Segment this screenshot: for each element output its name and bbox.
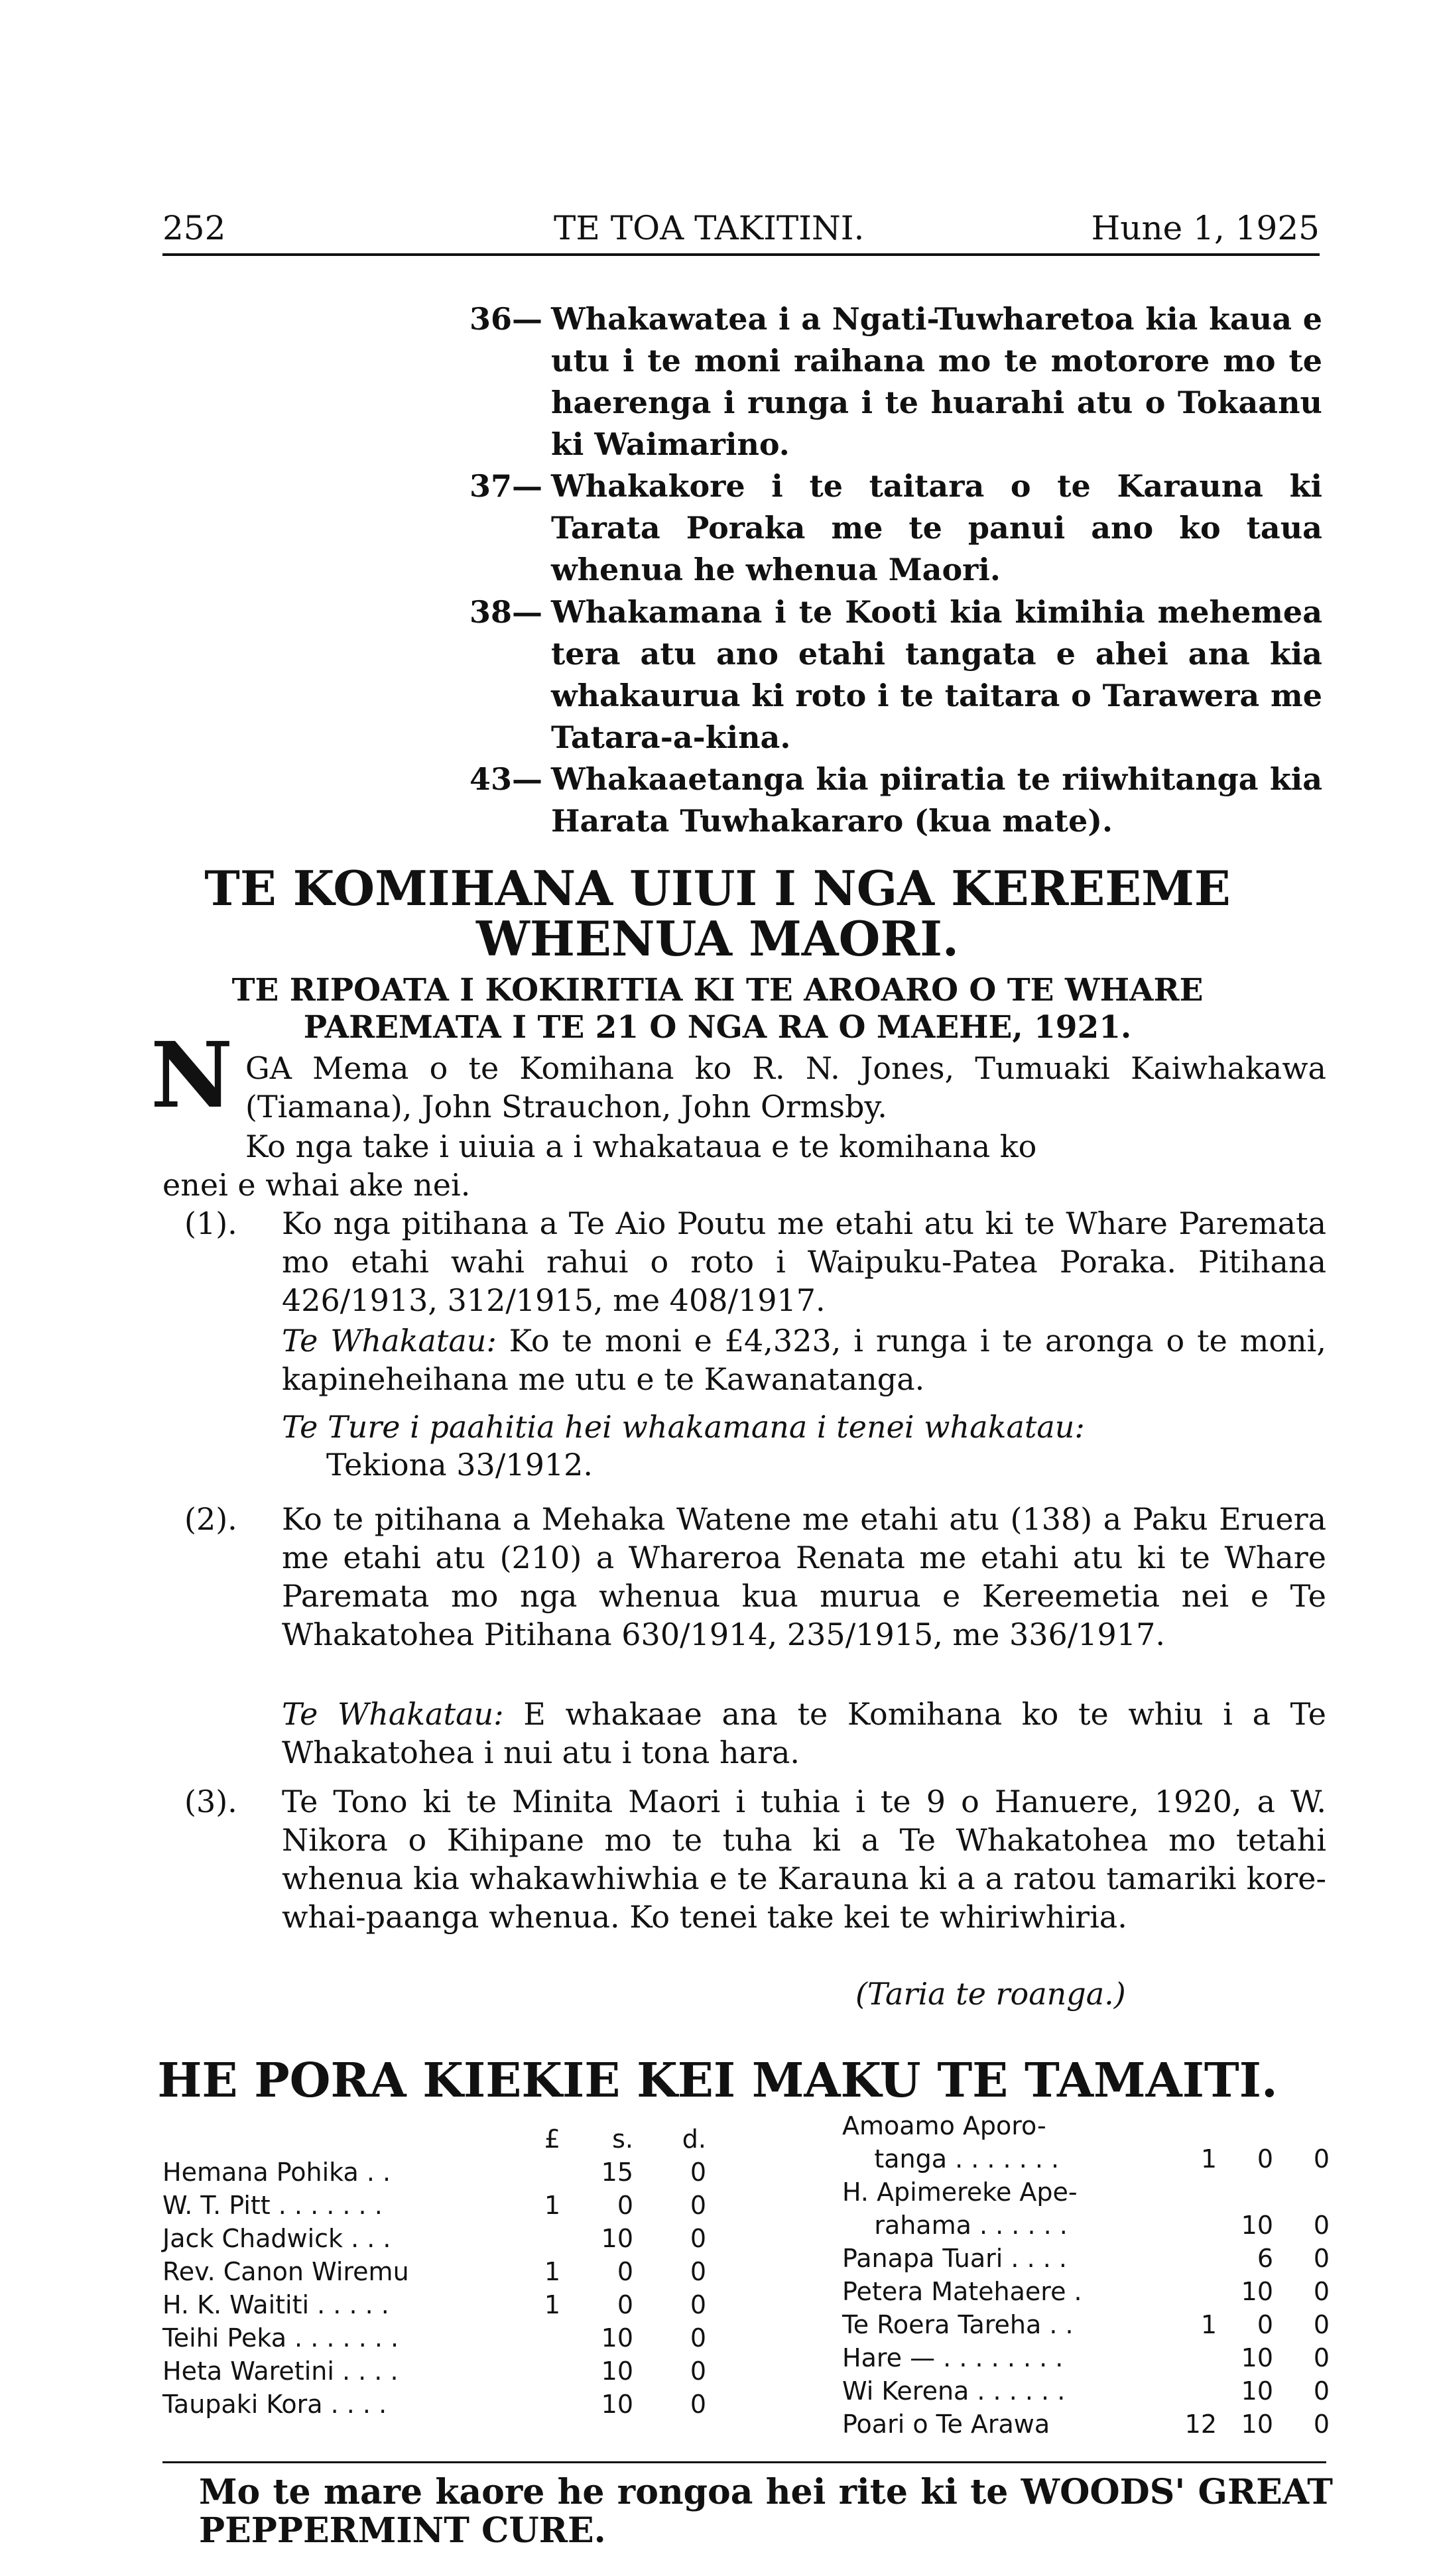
entry-decision bbox=[282, 1321, 1326, 1398]
item-number: 36— bbox=[469, 301, 543, 337]
table-row: Petera Matehaere . 10 0 bbox=[842, 2277, 1330, 2306]
table-row: tanga . . . . . . . 1 0 0 bbox=[842, 2144, 1330, 2174]
entry-number: (3). bbox=[184, 1784, 237, 1819]
entry-text: Ko nga pitihana a Te Aio Poutu me etahi atu ki te Whare Paremata mo etahi wahi rahui o roto i Waipuku-Patea Poraka. Pitihana 426/1913, 312/1915, me 408/1917. bbox=[282, 1205, 1326, 1318]
section-subtitle-line1: TE RIPOATA I KOKIRITIA KI TE AROARO O TE WHARE bbox=[231, 972, 1204, 1009]
pounds-header: £ bbox=[544, 2124, 560, 2154]
item-36 bbox=[469, 298, 1325, 465]
item-text: Whakamana i te Kooti kia kimihia mehemea tera atu ano etahi tangata e ahei ana kia whakaurua ki roto i te taitara o Tarawera me Tatara-a-kina. bbox=[551, 594, 1322, 755]
page-number: 252 bbox=[162, 209, 226, 247]
running-header bbox=[162, 209, 1320, 250]
section-title-line2: WHENUA MAORI. bbox=[476, 910, 959, 967]
table-row: Poari o Te Arawa 12 10 0 bbox=[842, 2410, 1330, 2439]
item-text: Whakawatea i a Ngati-Tuwharetoa kia kaua e utu i te moni raihana mo te motorore mo te haerenga i runga i te huarahi atu o Tokaanu ki Waimarino. bbox=[551, 301, 1322, 462]
subscriptions-right-table bbox=[842, 2107, 1330, 2439]
entry-text: Ko te pitihana a Mehaka Watene me etahi atu (138) a Paku Eruera me etahi atu (210) a Whareroa Renata me etahi atu ki te Whare Paremata mo nga whenua kua murua e Kereemetia nei e Te Whakatohea Pitihana 630/1914, 235/1915, me 336/1917. bbox=[282, 1501, 1326, 1652]
item-38 bbox=[469, 591, 1325, 759]
table-row: rahama . . . . . . 10 0 bbox=[842, 2211, 1330, 2240]
item-number: 38— bbox=[469, 594, 543, 630]
item-37 bbox=[469, 465, 1325, 591]
publication-title: TE TOA TAKITINI. bbox=[554, 209, 865, 247]
table-row: Jack Chadwick . . . 10 0 bbox=[162, 2224, 706, 2253]
decision-text: E whakaae ana te Komihana ko te whiu i a Te Whakatohea i nui atu i tona hara. bbox=[282, 1696, 1326, 1770]
item-text: Whakakore i te taitara o te Karauna ki Tarata Poraka me te panui ano ko taua whenua he whenua Maori. bbox=[551, 468, 1322, 587]
intro-line: Ko nga take i uiuia a i whakataua e te komihana ko bbox=[245, 1129, 1037, 1164]
decision-label: Te Whakatau: bbox=[282, 1323, 497, 1359]
section-title-line1: TE KOMIHANA UIUI I NGA KEREEME bbox=[204, 860, 1231, 916]
law-label: Te Ture i paahitia hei whakamana i tenei whakatau: bbox=[282, 1409, 1085, 1445]
entry-number: (1). bbox=[184, 1205, 237, 1241]
table-row: H. K. Waititi . . . . . 1 0 0 bbox=[162, 2290, 706, 2319]
pence-header: d. bbox=[682, 2124, 706, 2154]
item-text: Whakaaetanga kia piiratia te riiwhitanga kia Harata Tuwhakararo (kua mate). bbox=[551, 761, 1322, 839]
header-rule bbox=[162, 253, 1320, 256]
table-row: Hemana Pohika . . 15 0 bbox=[162, 2158, 706, 2187]
item-43 bbox=[469, 759, 1325, 842]
intro-line-continued: enei e whai ake nei. bbox=[162, 1167, 471, 1203]
continued-note: (Taria te roanga.) bbox=[855, 1976, 1126, 2012]
drop-cap: N bbox=[151, 1022, 233, 1129]
entry-law bbox=[282, 1408, 1326, 1446]
entry-decision bbox=[282, 1695, 1326, 1772]
section-subtitle-line2: PAREMATA I TE 21 O NGA RA O MAEHE, 1921. bbox=[303, 1009, 1132, 1046]
decision-label: Te Whakatau: bbox=[282, 1696, 504, 1732]
law-text: Tekiona 33/1912. bbox=[326, 1447, 593, 1483]
decision-text: Ko te moni e £4,323, i runga i te aronga o te moni, kapineheihana me utu e te Kawanatanga. bbox=[282, 1323, 1326, 1397]
item-number: 37— bbox=[469, 468, 543, 504]
table-row: Rev. Canon Wiremu 1 0 0 bbox=[162, 2257, 706, 2286]
table-row: Panapa Tuari . . . . 6 0 bbox=[842, 2244, 1330, 2273]
column-headers bbox=[162, 2120, 706, 2154]
table-row: Heta Waretini . . . . 10 0 bbox=[162, 2357, 706, 2386]
table-row: H. Apimereke Ape- bbox=[842, 2177, 1078, 2207]
table-row: Amoamo Aporo- bbox=[842, 2111, 1046, 2140]
subscriptions-left-table bbox=[162, 2120, 706, 2419]
table-row: Hare — . . . . . . . . 10 0 bbox=[842, 2343, 1330, 2372]
table-row: Wi Kerena . . . . . . 10 0 bbox=[842, 2376, 1330, 2406]
shillings-header: s. bbox=[612, 2124, 633, 2154]
table-row: Te Roera Tareha . . 1 0 0 bbox=[842, 2310, 1330, 2339]
item-number: 43— bbox=[469, 761, 543, 797]
table-row: Teihi Peka . . . . . . . 10 0 bbox=[162, 2323, 706, 2353]
intro-paragraph: GA Mema o te Komihana ko R. N. Jones, Tumuaki Kaiwhakawa (Tiamana), John Strauchon, John Ormsby. bbox=[245, 1050, 1326, 1125]
issue-date: Hune 1, 1925 bbox=[1091, 209, 1320, 247]
entry-text: Te Tono ki te Minita Maori i tuhia i te 9 o Hanuere, 1920, a W. Nikora o Kihipane mo te tuha ki a Te Whakatohea mo tetahi whenua kia whakawhiwhia e te Karauna ki a a ratou tamariki kore-whai-paanga whenua. Ko tenei take kei te whiriwhiria. bbox=[282, 1784, 1326, 1935]
subscriptions-title: HE PORA KIEKIE KEI MAKU TE TAMAITI. bbox=[157, 2052, 1278, 2108]
table-row: Taupaki Kora . . . . 10 0 bbox=[162, 2390, 706, 2419]
subscriptions-bottom-rule bbox=[162, 2461, 1326, 2463]
entry-number: (2). bbox=[184, 1501, 237, 1537]
table-row: W. T. Pitt . . . . . . . 1 0 0 bbox=[162, 2191, 706, 2220]
advertisement: Mo te mare kaore he rongoa hei rite ki te WOODS' GREAT PEPPERMINT CURE. bbox=[199, 2472, 1333, 2551]
